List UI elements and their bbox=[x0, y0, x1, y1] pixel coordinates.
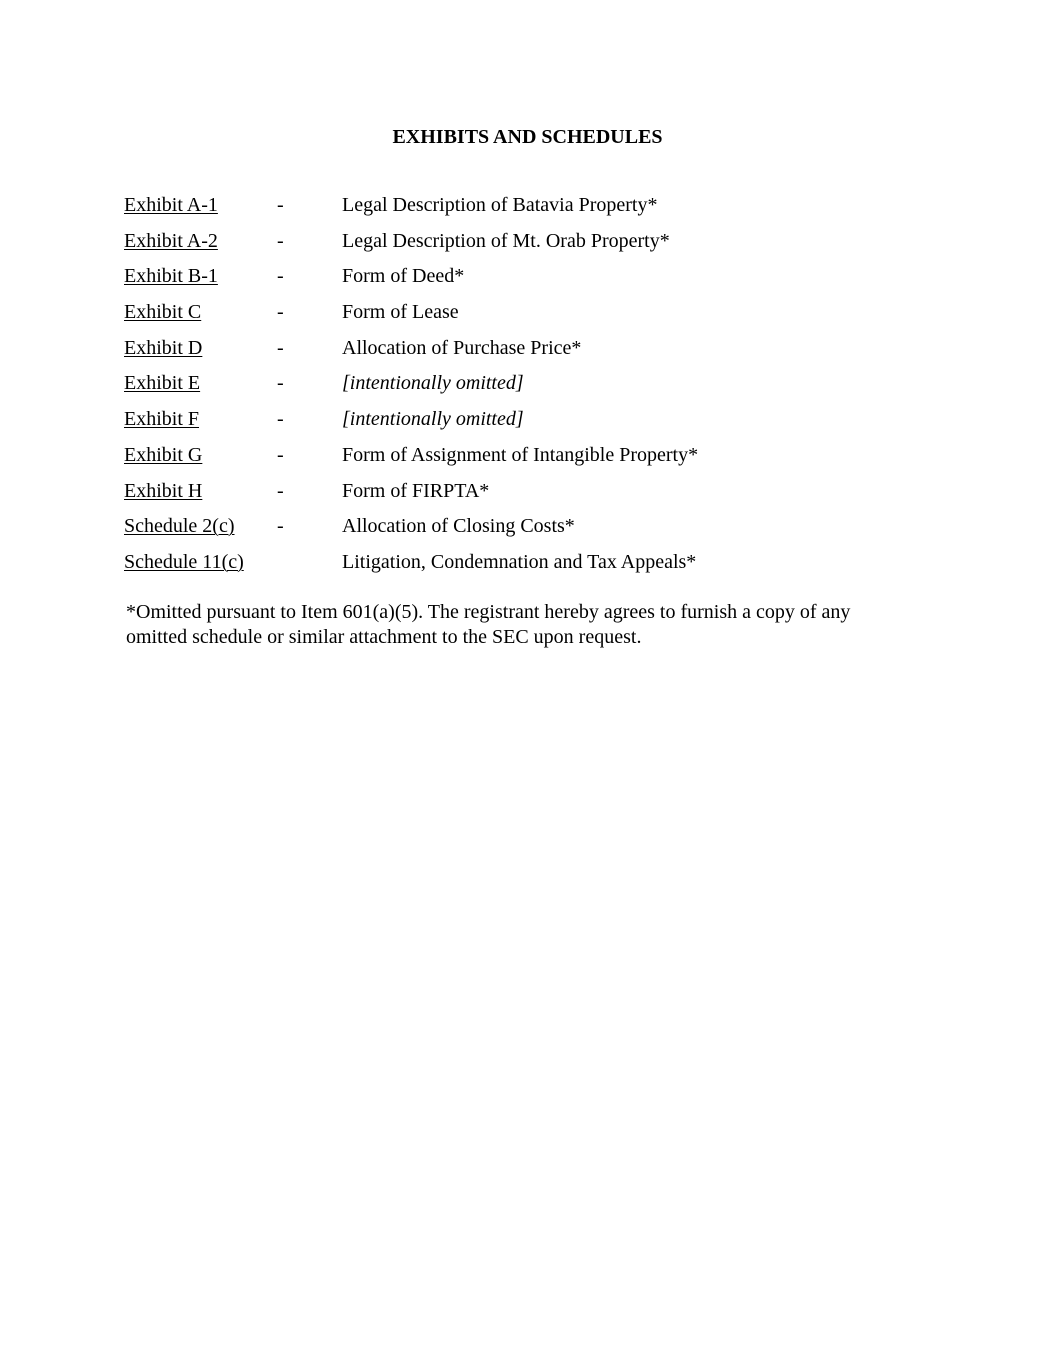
exhibit-description: Legal Description of Mt. Orab Property* bbox=[342, 229, 670, 252]
footnote-line: *Omitted pursuant to Item 601(a)(5). The registrant hereby agrees to furnish a copy of any bbox=[126, 601, 851, 623]
footnote bbox=[126, 600, 926, 650]
list-item bbox=[124, 406, 924, 442]
list-item bbox=[124, 228, 924, 264]
list-item bbox=[124, 263, 924, 299]
separator-dash: - bbox=[277, 479, 284, 502]
exhibit-label: Exhibit B-1 bbox=[124, 265, 218, 288]
exhibit-description: Form of Lease bbox=[342, 301, 459, 324]
separator-dash: - bbox=[277, 336, 284, 359]
exhibit-description: Allocation of Closing Costs* bbox=[342, 515, 575, 538]
list-item bbox=[124, 549, 924, 585]
list-item bbox=[124, 478, 924, 514]
exhibit-description: Litigation, Condemnation and Tax Appeals* bbox=[342, 550, 697, 573]
page-title: EXHIBITS AND SCHEDULES bbox=[392, 126, 663, 148]
separator-dash: - bbox=[277, 443, 284, 466]
exhibit-label: Exhibit H bbox=[124, 479, 203, 502]
separator-dash: - bbox=[277, 372, 284, 395]
separator-dash: - bbox=[277, 265, 284, 288]
exhibit-label: Exhibit F bbox=[124, 408, 200, 431]
exhibit-label: Exhibit G bbox=[124, 443, 203, 466]
list-item bbox=[124, 192, 924, 228]
list-item bbox=[124, 299, 924, 335]
exhibit-label: Exhibit D bbox=[124, 336, 203, 359]
exhibit-label: Exhibit C bbox=[124, 301, 202, 324]
exhibit-description: Form of Assignment of Intangible Property* bbox=[342, 443, 699, 466]
exhibit-description: Form of FIRPTA* bbox=[342, 479, 490, 502]
separator-dash: - bbox=[277, 229, 284, 252]
list-item bbox=[124, 442, 924, 478]
footnote-line: omitted schedule or similar attachment to the SEC upon request. bbox=[126, 626, 642, 648]
exhibit-description: [intentionally omitted] bbox=[342, 408, 524, 431]
exhibit-description: Form of Deed* bbox=[342, 265, 465, 288]
exhibit-description: [intentionally omitted] bbox=[342, 372, 524, 395]
exhibit-label: Schedule 2(c) bbox=[124, 515, 235, 538]
list-item bbox=[124, 335, 924, 371]
exhibit-label: Exhibit A-1 bbox=[124, 194, 218, 216]
separator-dash: - bbox=[277, 194, 284, 216]
separator-dash: - bbox=[277, 408, 284, 431]
list-item bbox=[124, 370, 924, 406]
exhibit-list bbox=[124, 192, 924, 585]
separator-dash: - bbox=[277, 301, 284, 324]
exhibit-description: Allocation of Purchase Price* bbox=[342, 336, 582, 359]
exhibit-description: Legal Description of Batavia Property* bbox=[342, 194, 658, 216]
list-item bbox=[124, 513, 924, 549]
exhibit-label: Schedule 11(c) bbox=[124, 550, 244, 573]
exhibit-label: Exhibit A-2 bbox=[124, 229, 218, 252]
exhibit-label: Exhibit E bbox=[124, 372, 201, 395]
separator-dash: - bbox=[277, 515, 284, 538]
